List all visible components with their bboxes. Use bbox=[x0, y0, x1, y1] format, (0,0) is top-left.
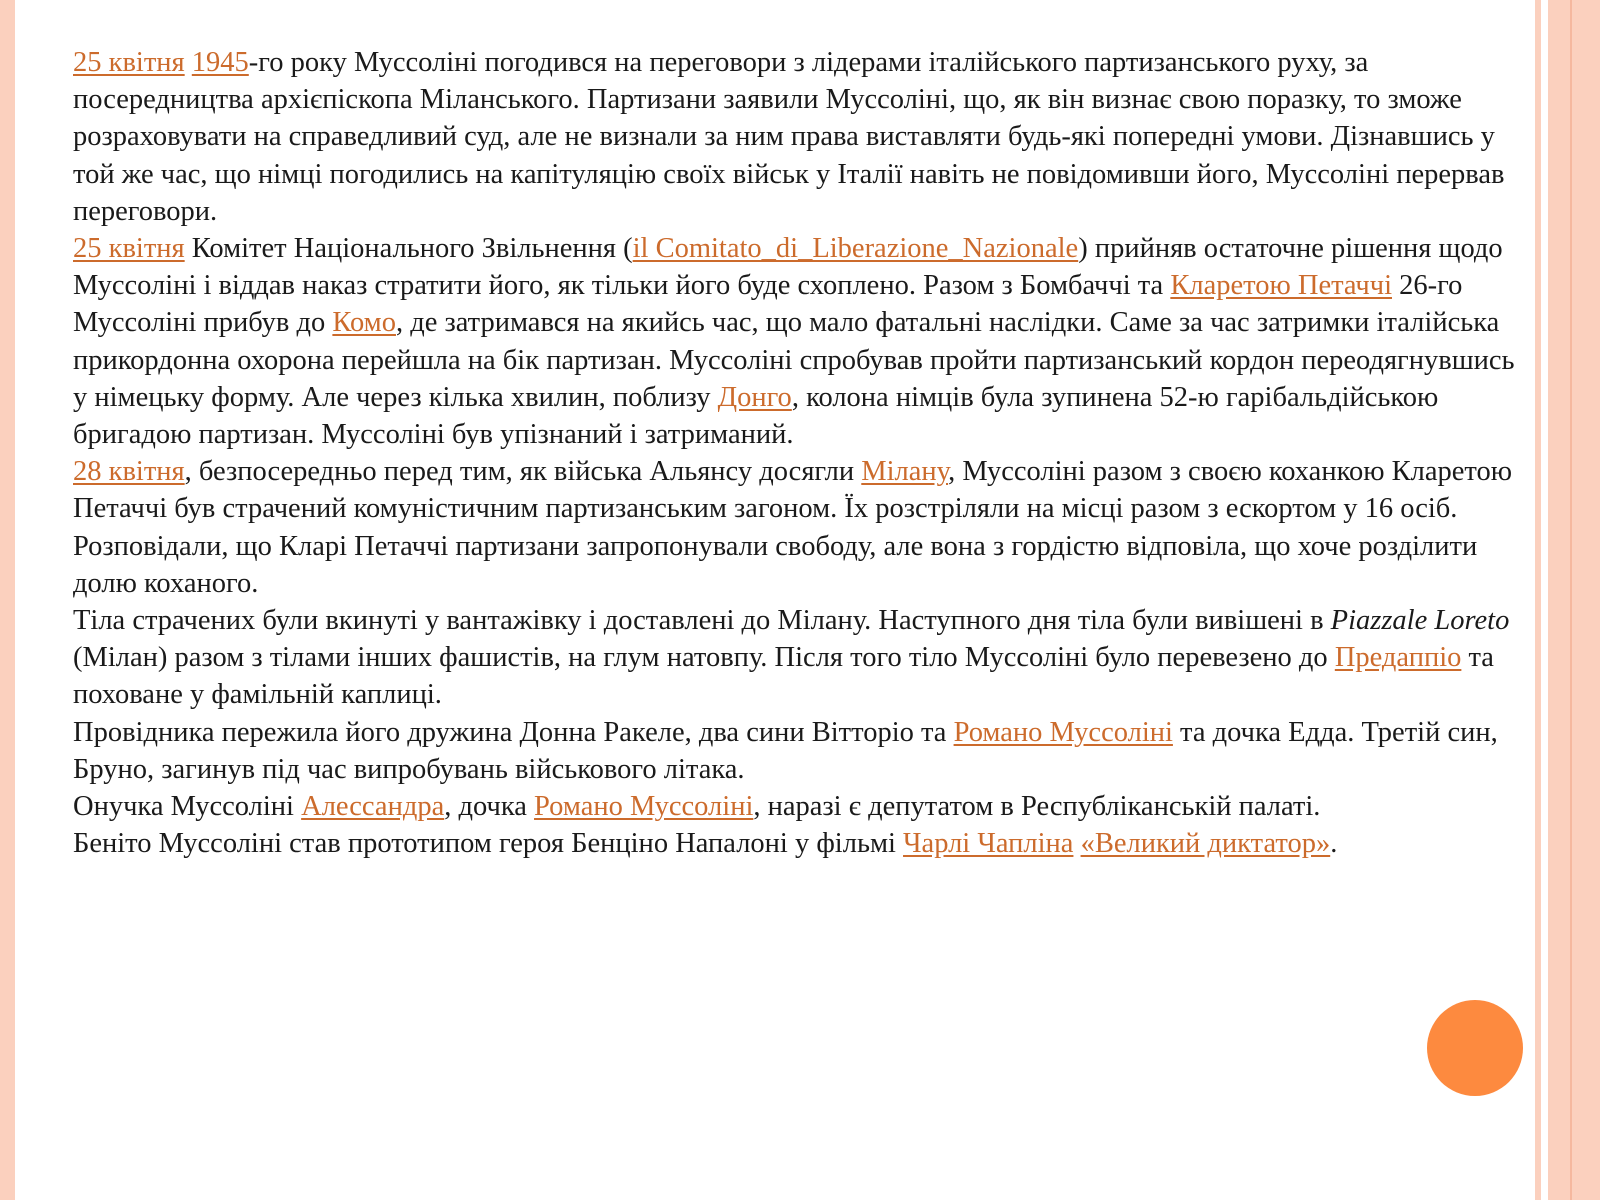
link-date-25-april[interactable]: 25 квітня bbox=[73, 233, 185, 265]
paragraph-6 bbox=[73, 788, 1533, 825]
link-committee[interactable]: il Comitato_di_Liberazione_Nazionale bbox=[632, 233, 1079, 265]
paragraph-text: Комітет Національного Звільнення ( bbox=[184, 233, 633, 265]
link-milan[interactable]: Мілану bbox=[861, 456, 949, 488]
paragraph-text: , безпосередньо перед тим, як війська Альянсу досягли bbox=[184, 456, 862, 488]
link-como[interactable]: Комо bbox=[332, 307, 396, 339]
slide-border-left bbox=[0, 0, 15, 1200]
paragraph-text: Провідника пережила його дружина Донна Ракеле, два сини Вітторіо та bbox=[73, 716, 954, 748]
paragraph-text: ) прийняв остаточне рішення щодо Муссоліні і віддав наказ стратити його, як тільки його буде схоплено. Разом з Бомбаччі та bbox=[73, 233, 1503, 302]
decorative-circle bbox=[1427, 1000, 1523, 1096]
link-alessandra[interactable]: Алессандра bbox=[301, 791, 445, 823]
paragraph-text: Онучка Муссоліні bbox=[73, 791, 302, 823]
link-romano-mussolini[interactable]: Романо Муссоліні bbox=[953, 716, 1173, 748]
link-date-28-april[interactable]: 28 квітня bbox=[73, 456, 185, 488]
slide-body-text bbox=[73, 44, 1533, 862]
paragraph-text: -го року Муссоліні погодився на переговори з лідерами італійського партизанського руху, за посередництва архієпіскопа Міланського. Партизани заявили Муссоліні, що, як він визнає свою поразку, то зможе розраховувати на справедливий суд, але не визнали за ним права виставляти будь-які попередні умови. Дізнавшись у той же час, що німці погодились на капітуляцію своїх військ у Італії навіть не повідомивши його, Муссоліні перервав переговори. bbox=[73, 47, 1505, 227]
link-claretta-petacci[interactable]: Кларетою Петаччі bbox=[1170, 270, 1392, 302]
paragraph-text: . bbox=[1330, 828, 1338, 860]
paragraph-text: , де затримався на якийсь час, що мало фатальні наслідки. Саме за час затримки італійська прикордонна охорона перейшла на бік партизан. Муссоліні спробував пройти партизанський кордон переодягнувшись у німецьку форму. Але через кілька хвилин, поблизу bbox=[73, 307, 1515, 413]
slide-border-right-wide bbox=[1548, 0, 1600, 1200]
paragraph-1 bbox=[73, 44, 1533, 230]
paragraph-text: , колона німців була зупинена 52-ю гарібальдійською бригадою партизан. Муссоліні був упізнаний і затриманий. bbox=[73, 381, 1439, 451]
link-charlie-chaplin[interactable]: Чарлі Чапліна bbox=[903, 828, 1074, 860]
paragraph-5 bbox=[73, 714, 1533, 788]
paragraph-text: (Мілан) разом з тілами інших фашистів, на глум натовпу. Після того тіло Муссоліні було перевезено до bbox=[73, 642, 1335, 674]
paragraph-text: Тіла страчених були вкинуті у вантажівку і доставлені до Мілану. Наступного дня тіла були вивішені в bbox=[73, 605, 1331, 637]
italic-place-name: Piazzale Loreto bbox=[1330, 605, 1510, 637]
link-dongo[interactable]: Донго bbox=[717, 381, 792, 413]
paragraph-4 bbox=[73, 602, 1533, 714]
paragraph-text: , дочка bbox=[444, 791, 535, 823]
paragraph-2 bbox=[73, 230, 1533, 453]
link-romano-mussolini[interactable]: Романо Муссоліні bbox=[534, 791, 754, 823]
link-great-dictator[interactable]: «Великий диктатор» bbox=[1080, 828, 1331, 860]
paragraph-7 bbox=[73, 825, 1533, 862]
paragraph-text: Беніто Муссоліні став прототипом героя Бенціно Напалоні у фільмі bbox=[73, 828, 904, 860]
paragraph-text: та дочка Едда. Третій син, Бруно, загинув під час випробувань військового літака. bbox=[73, 716, 1498, 785]
paragraph-3 bbox=[73, 453, 1533, 602]
slide-border-right-thin bbox=[1535, 0, 1541, 1200]
paragraph-text: , Муссоліні разом з своєю коханкою Кларетою Петаччі був страчений комуністичним партизанським загоном. Їх розстріляли на місці разом з ескортом у 16 осіб. Розповідали, що Кларі Петаччі партизани запропонували свободу, але вона з гордістю відповіла, що хоче розділити долю коханого. bbox=[73, 456, 1513, 599]
link-date-25-april[interactable]: 25 квітня bbox=[73, 47, 185, 78]
link-year-1945[interactable]: 1945 bbox=[191, 47, 249, 78]
link-predappio[interactable]: Предаппіо bbox=[1334, 642, 1462, 674]
paragraph-text: та поховане у фамільній каплиці. bbox=[73, 642, 1494, 711]
paragraph-text bbox=[1073, 828, 1080, 859]
paragraph-text: 26-го Муссоліні прибув до bbox=[73, 270, 1463, 339]
paragraph-text: , наразі є депутатом в Республіканській палаті. bbox=[753, 791, 1321, 823]
slide-border-right-line bbox=[1570, 0, 1572, 1200]
